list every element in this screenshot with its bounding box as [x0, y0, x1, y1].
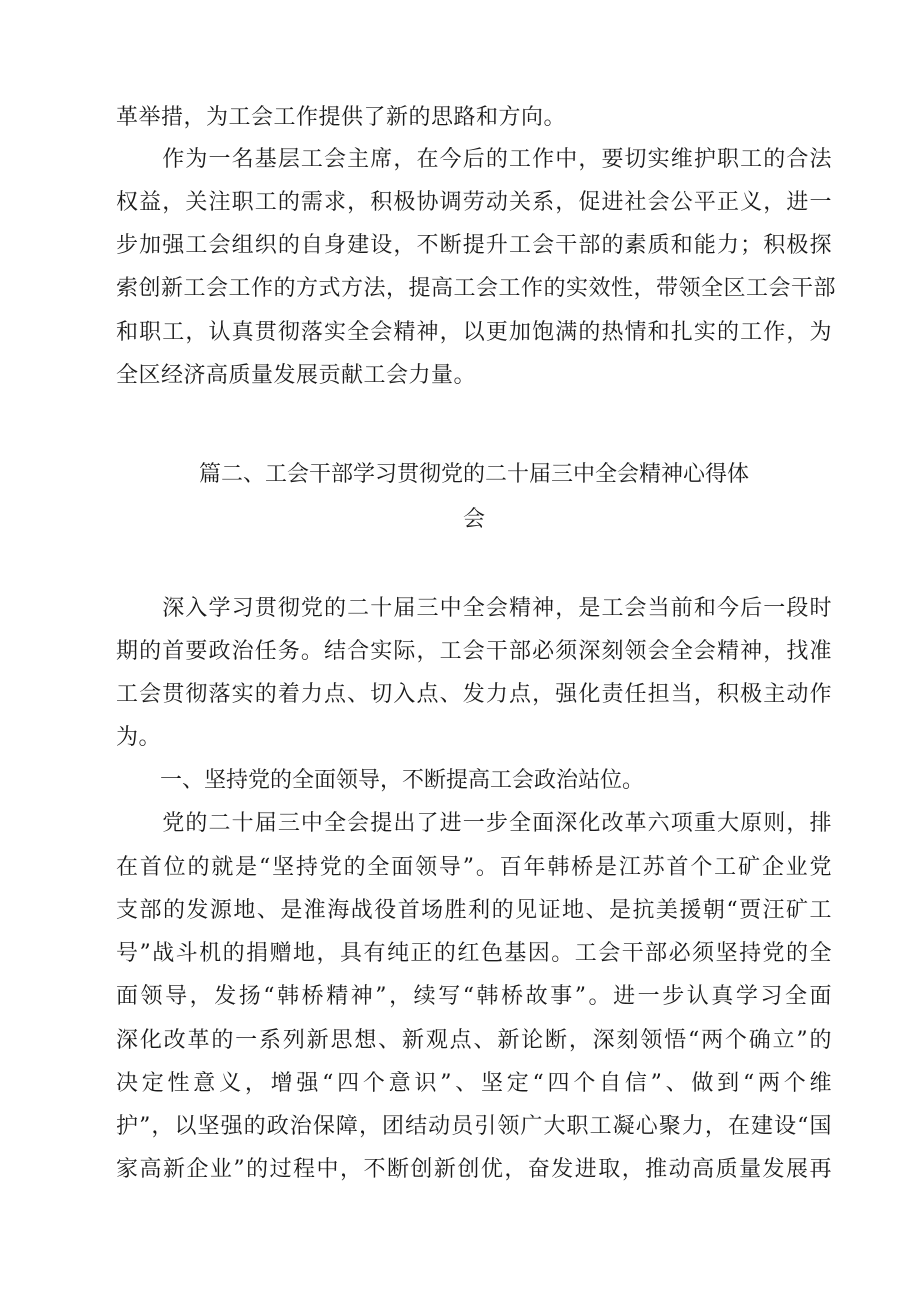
paragraph-line: 全区经济高质量发展贡献工会力量。	[116, 363, 477, 388]
paragraph-line: 索创新工会工作的方式方法，提高工会工作的实效性，带领全区工会干部	[116, 276, 837, 301]
paragraph-line: 党的二十届三中全会提出了进一步全面深化改革六项重大原则，排	[116, 811, 832, 836]
paragraph-line: 深化改革的一系列新思想、新观点、新论断，深刻领悟“两个确立”的	[116, 1028, 832, 1053]
paragraph-line: 面领导，发扬“韩桥精神”，续写“韩桥故事”。进一步认真学习全面	[116, 984, 832, 1009]
paragraph-line: 步加强工会组织的自身建设，不断提升工会干部的素质和能力；积极探	[116, 233, 832, 258]
paragraph-line: 深入学习贯彻党的二十届三中全会精神，是工会当前和今后一段时	[116, 596, 832, 621]
paragraph-line: 家高新企业”的过程中，不断创新创优，奋发进取，推动高质量发展再	[116, 1157, 832, 1182]
paragraph-line: 护”，以坚强的政治保障，团结动员引领广大职工凝心聚力，在建设“国	[116, 1114, 832, 1139]
paragraph-line: 在首位的就是“坚持党的全面领导”。百年韩桥是江苏首个工矿企业党	[116, 855, 832, 880]
section-title-line1: 篇二、工会干部学习贯彻党的二十届三中全会精神心得体	[198, 462, 749, 487]
paragraph-line: 期的首要政治任务。结合实际，工会干部必须深刻领会全会精神，找准	[116, 639, 832, 664]
paragraph-line: 作为一名基层工会主席，在今后的工作中，要切实维护职工的合法	[116, 147, 832, 172]
paragraph-line: 号”战斗机的捐赠地，具有纯正的红色基因。工会干部必须坚持党的全	[116, 941, 832, 966]
section-title-line2: 会	[462, 507, 485, 532]
paragraph-line: 工会贯彻落实的着力点、切入点、发力点，强化责任担当，积极主动作	[116, 682, 832, 707]
subheading-1: 一、坚持党的全面领导，不断提高工会政治站位。	[160, 768, 645, 793]
paragraph-line: 决定性意义，增强“四个意识”、坚定“四个自信”、做到“两个维	[116, 1071, 832, 1096]
paragraph-line: 为。	[116, 725, 162, 750]
paragraph-line: 权益，关注职工的需求，积极协调劳动关系，促进社会公平正义，进一	[116, 190, 832, 215]
paragraph-line: 革举措，为工会工作提供了新的思路和方向。	[116, 105, 567, 130]
paragraph-line: 支部的发源地、是淮海战役首场胜利的见证地、是抗美援朝“贾汪矿工	[116, 898, 832, 923]
paragraph-line: 和职工，认真贯彻落实全会精神，以更加饱满的热情和扎实的工作，为	[116, 320, 832, 345]
